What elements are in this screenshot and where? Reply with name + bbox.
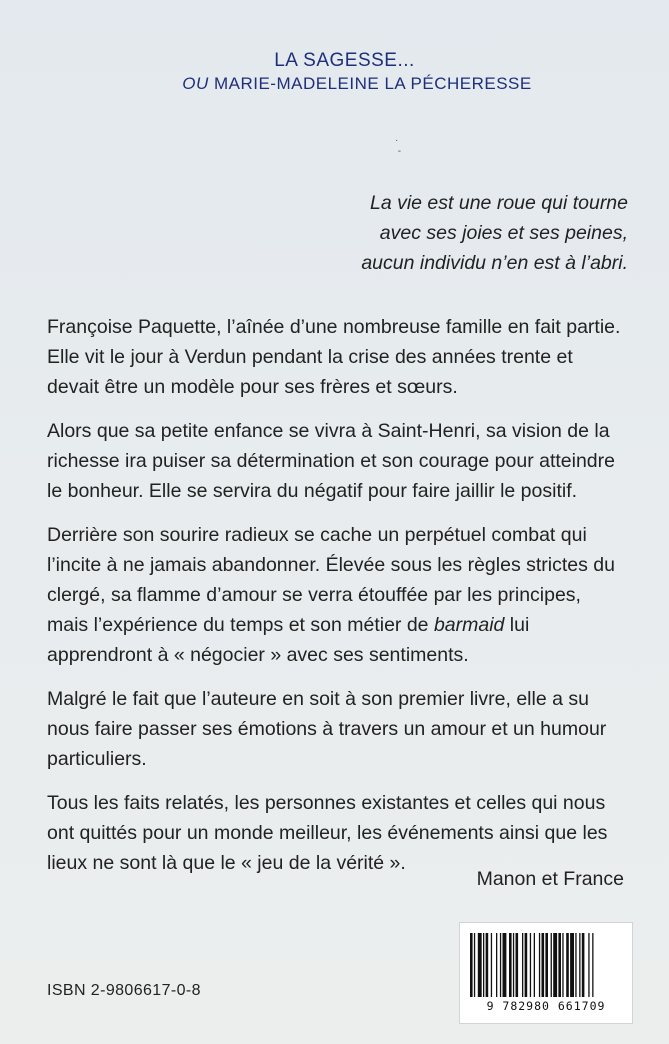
epigraph-line: avec ses joies et ses peines, bbox=[379, 222, 628, 244]
paragraph-5: Tous les faits relatés, les personnes existantes et celles qui nous ont quittés pour un monde meilleur, les événements ainsi que les lieux ne sont là que le « jeu de la vérité ». bbox=[47, 792, 608, 874]
decorative-marks: · - bbox=[395, 135, 402, 157]
barcode-bar bbox=[500, 933, 501, 997]
signature: Manon et France bbox=[476, 868, 624, 890]
isbn: ISBN 2-9806617-0-8 bbox=[47, 982, 201, 999]
paragraph-4: Malgré le fait que l’auteure en soit à son premier livre, elle a su nous faire passer ses émotions à travers un amour et un humour particuliers. bbox=[47, 688, 607, 770]
barcode-bar bbox=[478, 933, 482, 997]
book-title bbox=[0, 50, 669, 94]
title-line-2 bbox=[0, 74, 669, 94]
barcode-bar bbox=[551, 933, 552, 997]
title-ou: OU bbox=[182, 74, 209, 93]
epigraph-line: La vie est une roue qui tourne bbox=[369, 192, 628, 214]
barcode-bar bbox=[534, 933, 535, 997]
barcode-bars bbox=[470, 933, 622, 997]
barcode-bar bbox=[525, 933, 528, 997]
paragraph-3-start: Derrière son sourire radieux se cache un perpétuel combat qui l’incite à ne jamais abandonner. Élevée sous les règles strictes du clergé, sa flamme d’amour se verra étouffée par les principes, mais l’expérience du temps et son métier de bbox=[47, 524, 615, 636]
paragraph-3-italic: barmaid bbox=[433, 614, 505, 636]
barcode-bar bbox=[513, 933, 514, 997]
barcode-bar bbox=[516, 933, 519, 997]
barcode-bar bbox=[558, 933, 561, 997]
epigraph-line: aucun individu n’en est à l’abri. bbox=[361, 252, 628, 274]
barcode-bar bbox=[582, 933, 585, 997]
barcode-bar bbox=[491, 933, 492, 997]
barcode-bar bbox=[562, 933, 563, 997]
title-subtitle: MARIE-MADELEINE LA PÉCHERESSE bbox=[208, 74, 532, 93]
barcode-bar bbox=[503, 933, 507, 997]
barcode-bar bbox=[522, 933, 523, 997]
barcode-bar bbox=[592, 933, 593, 997]
barcode bbox=[459, 922, 633, 1024]
barcode-bar bbox=[483, 933, 484, 997]
paragraph-1: Françoise Paquette, l’aînée d’une nombreuse famille en fait partie. Elle vit le jour à Verdun pendant la crise des années trente et devait être un modèle pour ses frères et sœurs. bbox=[47, 316, 621, 398]
paragraph-2: Alors que sa petite enfance se vivra à Saint-Henri, sa vision de la richesse ira puiser sa détermination et son courage pour atteindre le bonheur. Elle se servira du négatif pour faire jaillir le positif. bbox=[47, 420, 615, 502]
barcode-bar bbox=[570, 933, 574, 997]
barcode-bar bbox=[542, 933, 545, 997]
barcode-bar bbox=[545, 933, 548, 997]
barcode-bar bbox=[539, 933, 540, 997]
blurb bbox=[47, 312, 627, 892]
barcode-bar bbox=[553, 933, 557, 997]
barcode-bar bbox=[509, 933, 512, 997]
barcode-bar bbox=[470, 933, 473, 997]
barcode-bar bbox=[579, 933, 580, 997]
paragraph-3-end: lui apprendront à « négocier » avec ses sentiments. bbox=[47, 614, 530, 666]
barcode-bar bbox=[588, 933, 589, 997]
barcode-bar bbox=[566, 933, 569, 997]
barcode-bar bbox=[474, 933, 475, 997]
epigraph bbox=[208, 188, 628, 278]
barcode-bar bbox=[486, 933, 489, 997]
barcode-digits: 9 782980 661709 bbox=[486, 999, 606, 1013]
title-line-1: LA SAGESSE... bbox=[274, 50, 415, 71]
paragraph-3 bbox=[47, 520, 627, 670]
barcode-bar bbox=[575, 933, 576, 997]
barcode-bar bbox=[496, 933, 497, 997]
barcode-bar bbox=[530, 933, 531, 997]
